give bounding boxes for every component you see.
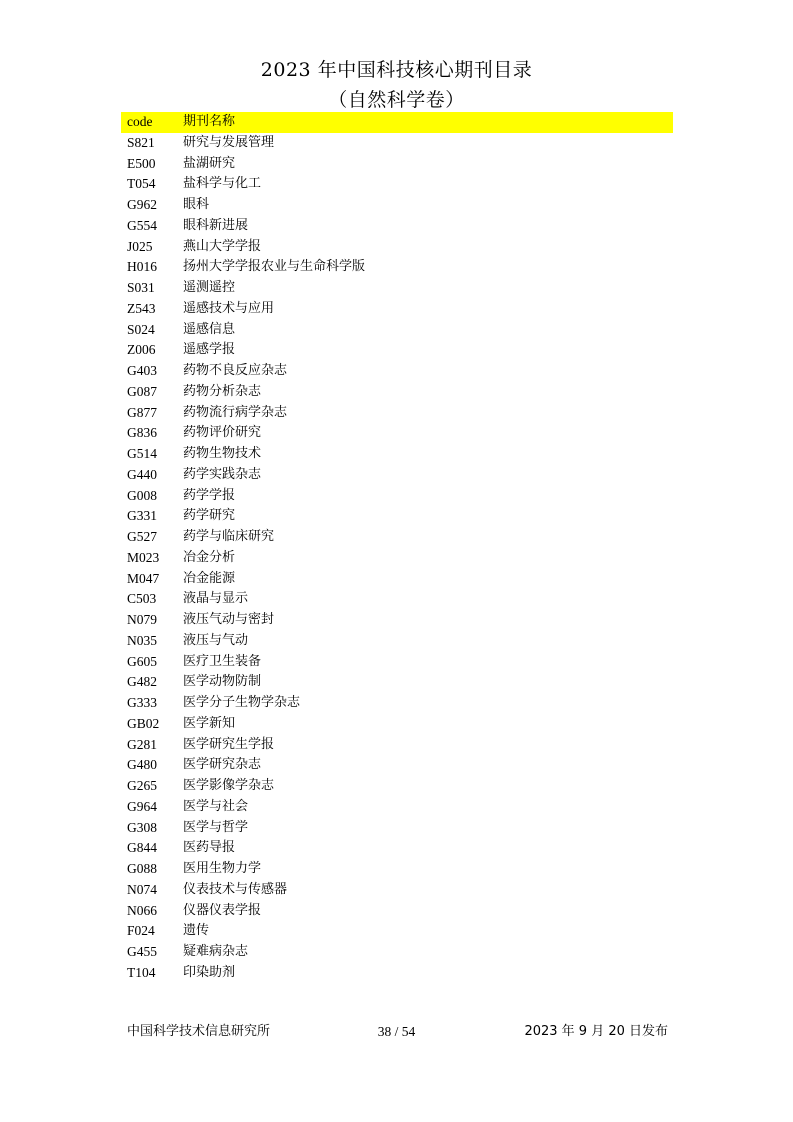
journal-code: G964: [127, 798, 157, 814]
journal-name: 医学影像学杂志: [183, 778, 275, 793]
journal-code: G088: [127, 861, 157, 876]
table-row: [121, 693, 673, 714]
journal-name: 药物生物技术: [183, 446, 262, 461]
header-journal-name: 期刊名称: [183, 114, 236, 129]
journal-name: 遥感学报: [183, 342, 236, 358]
journal-code: G554: [127, 217, 157, 233]
table-row: [121, 320, 673, 341]
journal-name: 药物不良反应杂志: [183, 363, 288, 378]
journal-name: 盐湖研究: [183, 155, 236, 171]
table-row: [121, 921, 673, 942]
journal-code: Z543: [127, 300, 156, 316]
header-code: code: [127, 114, 153, 129]
journal-code: G403: [127, 363, 157, 378]
table-row: [121, 838, 673, 859]
journal-code: G331: [127, 508, 157, 524]
journal-code: G605: [127, 653, 157, 669]
journal-name: 扬州大学学报农业与生命科学版: [183, 259, 366, 275]
journal-code: S821: [127, 134, 155, 150]
journal-name: 盐科学与化工: [183, 176, 262, 192]
table-row: [121, 237, 673, 258]
journal-code: G008: [127, 487, 157, 503]
document-subtitle: （自然科学卷）: [328, 89, 465, 111]
table-row: [121, 423, 673, 444]
journal-table: [121, 112, 673, 984]
table-row: [121, 340, 673, 361]
table-row: [121, 216, 673, 237]
footer-date: 2023 年 9 月 20 日发布: [524, 1024, 668, 1039]
journal-code: G265: [127, 778, 157, 793]
journal-code: T054: [127, 176, 156, 192]
table-row: [121, 589, 673, 610]
table-row: [121, 797, 673, 818]
journal-code: C503: [127, 591, 157, 607]
journal-code: J025: [127, 238, 153, 254]
table-row: [121, 444, 673, 465]
table-row: [121, 154, 673, 175]
journal-code: S024: [127, 321, 155, 337]
journal-name: 药学研究: [183, 508, 236, 524]
journal-name: 医学与社会: [183, 798, 249, 814]
journal-name: 医学研究生学报: [183, 736, 275, 752]
journal-name: 眼科: [183, 197, 210, 212]
table-row: [121, 735, 673, 756]
journal-name: 眼科新进展: [183, 217, 249, 233]
table-row: [121, 942, 673, 963]
footer-publisher: 中国科学技术信息研究所: [127, 1024, 271, 1039]
journal-name: 药物流行病学杂志: [183, 404, 288, 420]
table-row: [121, 382, 673, 403]
journal-name: 药物评价研究: [183, 425, 262, 441]
table-row: [121, 527, 673, 548]
table-row: [121, 486, 673, 507]
journal-code: T104: [127, 964, 156, 980]
journal-code: GB02: [127, 715, 160, 731]
journal-code: M047: [127, 570, 160, 586]
table-row: [121, 195, 673, 216]
table-row: [121, 278, 673, 299]
journal-name: 药学与临床研究: [183, 529, 275, 544]
table-row: [121, 652, 673, 673]
table-header-row: [121, 112, 673, 133]
journal-code: F024: [127, 923, 155, 939]
table-row: [121, 776, 673, 797]
journal-code: S031: [127, 280, 155, 295]
journal-name: 药学实践杂志: [183, 466, 262, 482]
journal-code: G087: [127, 383, 157, 399]
journal-code: G333: [127, 695, 157, 710]
journal-code: H016: [127, 259, 157, 275]
table-row: [121, 506, 673, 527]
journal-code: G844: [127, 840, 157, 856]
footer-page-number: 38 / 54: [377, 1024, 416, 1039]
table-row: [121, 403, 673, 424]
table-row: [121, 755, 673, 776]
journal-name: 医疗卫生装备: [183, 653, 262, 669]
journal-name: 印染助剂: [183, 964, 236, 980]
journal-name: 医学研究杂志: [183, 757, 262, 773]
journal-code: G962: [127, 197, 157, 212]
journal-code: G836: [127, 425, 157, 441]
journal-name: 药物分析杂志: [183, 383, 262, 399]
journal-name: 医学与哲学: [183, 819, 249, 835]
table-row: [121, 963, 673, 984]
journal-code: G455: [127, 944, 157, 959]
journal-code: G440: [127, 466, 157, 482]
journal-name: 医学动物防制: [183, 674, 262, 690]
table-row: [121, 174, 673, 195]
table-row: [121, 361, 673, 382]
page-footer: [0, 1022, 793, 1042]
journal-name: 液晶与显示: [183, 591, 249, 607]
journal-code: G308: [127, 819, 157, 835]
journal-name: 燕山大学学报: [183, 238, 262, 254]
journal-code: G514: [127, 446, 157, 461]
journal-name: 疑难病杂志: [183, 944, 249, 959]
table-row: [121, 299, 673, 320]
table-row: [121, 133, 673, 154]
journal-name: 冶金能源: [183, 570, 236, 586]
table-row: [121, 257, 673, 278]
journal-code: E500: [127, 155, 156, 171]
journal-code: G281: [127, 736, 157, 752]
journal-name: 药学学报: [183, 487, 236, 503]
table-row: [121, 859, 673, 880]
table-row: [121, 548, 673, 569]
journal-name: 仪器仪表学报: [183, 902, 262, 918]
journal-name: 医用生物力学: [183, 861, 262, 876]
journal-name: 冶金分析: [183, 549, 236, 565]
journal-code: G877: [127, 404, 157, 420]
journal-code: G480: [127, 757, 157, 773]
journal-name: 遥测遥控: [183, 280, 236, 295]
journal-code: N074: [127, 881, 157, 897]
table-row: [121, 569, 673, 590]
journal-code: N066: [127, 902, 157, 918]
table-row: [121, 465, 673, 486]
journal-code: Z006: [127, 342, 156, 358]
journal-code: G527: [127, 529, 157, 544]
table-row: [121, 631, 673, 652]
table-row: [121, 610, 673, 631]
journal-name: 遥感信息: [183, 321, 236, 337]
journal-name: 液压与气动: [183, 632, 249, 648]
journal-code: N079: [127, 612, 157, 627]
journal-code: N035: [127, 632, 157, 648]
journal-name: 液压气动与密封: [183, 612, 275, 627]
document-title: 2023 年中国科技核心期刊目录: [260, 59, 533, 81]
table-body: [121, 133, 673, 984]
journal-name: 研究与发展管理: [183, 134, 275, 150]
journal-name: 医学新知: [183, 715, 236, 731]
journal-name: 仪表技术与传感器: [183, 881, 288, 897]
journal-code: G482: [127, 674, 157, 690]
journal-name: 医学分子生物学杂志: [183, 695, 301, 710]
journal-name: 医药导报: [183, 840, 236, 856]
table-row: [121, 901, 673, 922]
table-row: [121, 880, 673, 901]
journal-code: M023: [127, 549, 160, 565]
table-row: [121, 818, 673, 839]
journal-name: 遥感技术与应用: [183, 300, 275, 316]
journal-name: 遗传: [183, 923, 210, 939]
table-row: [121, 714, 673, 735]
table-row: [121, 672, 673, 693]
